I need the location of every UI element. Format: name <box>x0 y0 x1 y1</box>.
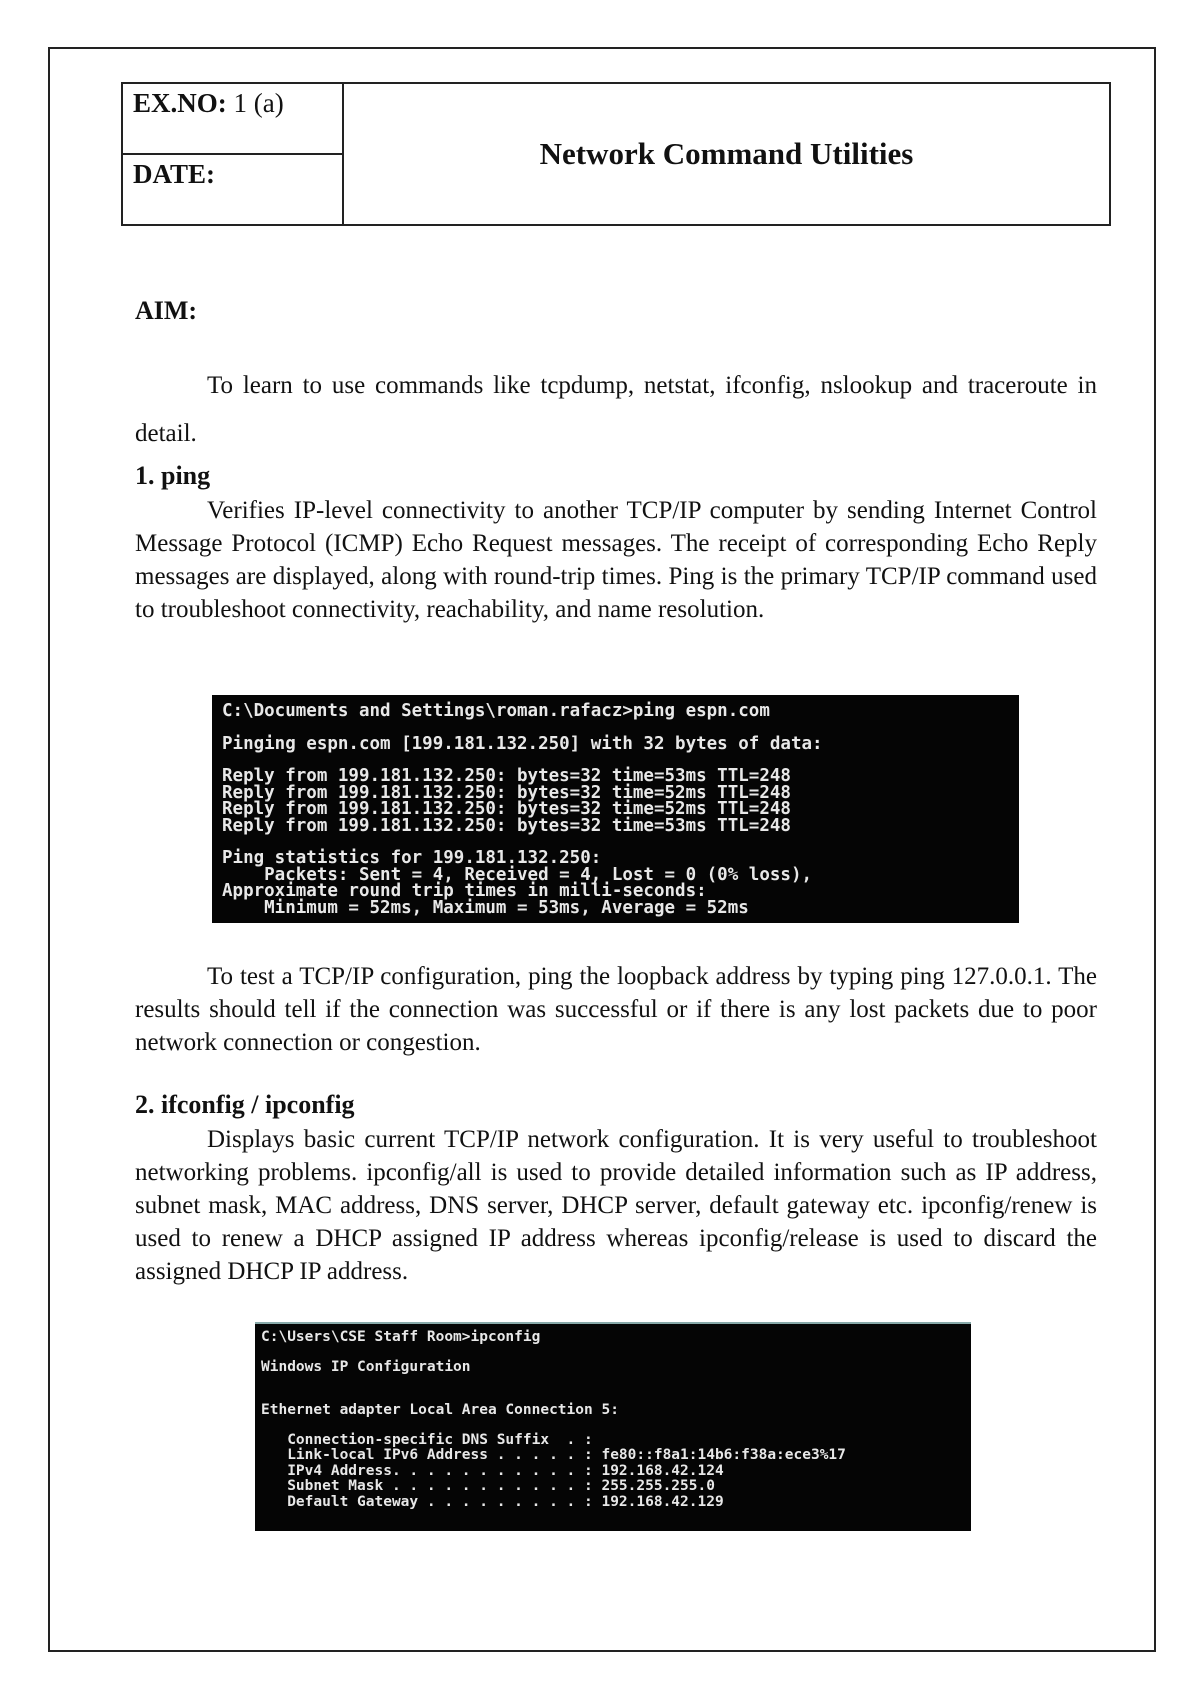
terminal-line: Minimum = 52ms, Maximum = 53ms, Average = 52ms <box>222 897 749 918</box>
terminal-line: Ping statistics for 199.181.132.250: <box>222 848 602 868</box>
aim-text: To learn to use commands like tcpdump, netstat, ifconfig, nslookup and traceroute in detail. <box>135 372 1097 447</box>
terminal-line: Subnet Mask . . . . . . . . . . . : 255.255.255.0 <box>261 1478 715 1494</box>
terminal-line: IPv4 Address. . . . . . . . . . . : 192.168.42.124 <box>261 1462 724 1479</box>
terminal-line: Reply from 199.181.132.250: bytes=32 time=52ms TTL=248 <box>222 799 791 819</box>
terminal-line: Windows IP Configuration <box>261 1358 471 1375</box>
terminal-blank-line <box>261 1375 965 1389</box>
terminal-line: Default Gateway . . . . . . . . . : 192.168.42.129 <box>261 1493 724 1510</box>
terminal-line: C:\Documents and Settings\roman.rafacz>ping espn.com <box>222 701 770 721</box>
terminal-blank-line <box>261 1346 965 1360</box>
ping-heading: 1. ping <box>135 461 211 490</box>
terminal-line: Reply from 199.181.132.250: bytes=32 time=52ms TTL=248 <box>222 782 791 803</box>
terminal-line: Link-local IPv6 Address . . . . . : fe80::f8a1:14b6:f38a:ece3%17 <box>261 1447 846 1463</box>
header-left-column <box>123 84 344 224</box>
exno-label: EX.NO: <box>133 88 227 118</box>
terminal-line: C:\Users\CSE Staff Room>ipconfig <box>261 1329 541 1345</box>
terminal-line: Reply from 199.181.132.250: bytes=32 time=53ms TTL=248 <box>222 766 791 786</box>
loopback-section <box>135 960 1097 1059</box>
exno-cell <box>123 84 342 153</box>
header-table <box>121 82 1111 226</box>
page-title: Network Command Utilities <box>539 136 914 171</box>
terminal-line: Pinging espn.com [199.181.132.250] with 32 bytes of data: <box>222 733 823 754</box>
ping-terminal-screenshot <box>212 695 1019 923</box>
terminal-line: Packets: Sent = 4, Received = 4, Lost = 0 (0% loss), <box>222 864 813 885</box>
terminal-line: Ethernet adapter Local Area Connection 5: <box>261 1402 619 1418</box>
loopback-text: To test a TCP/IP configuration, ping the loopback address by typing ping 127.0.0.1. The results should tell if the connection was successful or if there is any lost packets due to poor network connection or congestion. <box>135 963 1097 1056</box>
ping-description: Verifies IP-level connectivity to another TCP/IP computer by sending Internet Control Message Protocol (ICMP) Echo Request messages. The receipt of corresponding Echo Reply messages are displayed, along with round-trip times. Ping is the primary TCP/IP command used to troubleshoot connectivity, reachability, and name resolution. <box>135 497 1097 623</box>
ping-section <box>135 494 1097 626</box>
terminal-blank-line <box>261 1389 965 1403</box>
date-cell <box>123 153 342 224</box>
aim-heading: AIM: <box>135 296 198 325</box>
ipconfig-description: Displays basic current TCP/IP network configuration. It is very useful to troubleshoot networking problems. ipconfig/all is used to provide detailed information such as IP address, subnet mask, MAC address, DNS server, DHCP server, default gateway etc. ipconfig/renew is used to renew a DHCP assigned IP address whereas ipconfig/release is used to discard the assigned DHCP IP address. <box>135 1126 1097 1285</box>
aim-section <box>135 362 1097 458</box>
ipconfig-section <box>135 1123 1097 1288</box>
ipconfig-terminal-screenshot <box>255 1322 971 1531</box>
date-label: DATE: <box>133 159 216 189</box>
terminal-line: Approximate round trip times in milli-seconds: <box>222 881 707 901</box>
exno-value: 1 (a) <box>226 88 284 118</box>
terminal-line: Reply from 199.181.132.250: bytes=32 time=53ms TTL=248 <box>222 815 791 836</box>
terminal-line: Connection-specific DNS Suffix . : <box>261 1431 593 1448</box>
terminal-blank-line <box>261 1419 965 1433</box>
ipconfig-heading: 2. ifconfig / ipconfig <box>135 1090 355 1119</box>
